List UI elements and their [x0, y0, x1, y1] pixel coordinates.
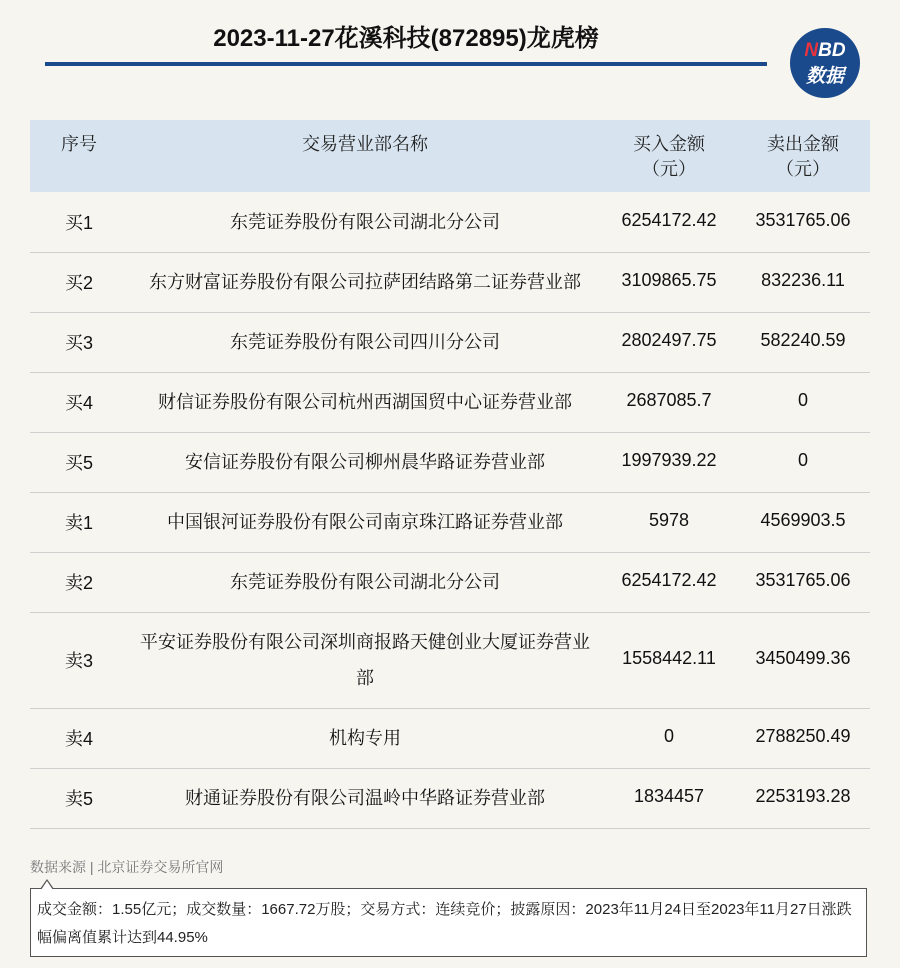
- row-buy-amount: 3109865.75: [602, 252, 736, 312]
- row-buy-amount: 1834457: [602, 768, 736, 828]
- logo-letter-n: N: [804, 40, 819, 61]
- row-seq: 买2: [30, 252, 128, 312]
- table-row: [30, 552, 870, 612]
- row-broker-name: 东莞证券股份有限公司四川分公司: [128, 312, 602, 372]
- col-header-name: 交易营业部名称: [302, 134, 428, 154]
- note-pointer-fill: [41, 881, 53, 890]
- row-buy-amount: 1558442.11: [602, 612, 736, 708]
- table-row: [30, 312, 870, 372]
- row-sell-amount: 582240.59: [736, 312, 870, 372]
- row-seq: 买3: [30, 312, 128, 372]
- row-buy-amount: 0: [602, 708, 736, 768]
- row-sell-amount: 4569903.5: [736, 492, 870, 552]
- title-underline: [45, 62, 767, 66]
- row-buy-amount: 1997939.22: [602, 432, 736, 492]
- row-broker-name: 东莞证券股份有限公司湖北分公司: [128, 552, 602, 612]
- nbd-data-logo: [790, 28, 860, 98]
- logo-line2: 数据: [805, 66, 844, 87]
- row-buy-amount: 6254172.42: [602, 192, 736, 252]
- row-sell-amount: 2253193.28: [736, 768, 870, 828]
- table-row: [30, 252, 870, 312]
- dragon-tiger-table: [30, 120, 870, 829]
- logo-line1: [790, 40, 860, 62]
- table-row: [30, 192, 870, 252]
- row-broker-name: 东方财富证券股份有限公司拉萨团结路第二证券营业部: [128, 252, 602, 312]
- row-broker-name: 东莞证券股份有限公司湖北分公司: [128, 192, 602, 252]
- table-row: [30, 432, 870, 492]
- row-seq: 卖1: [30, 492, 128, 552]
- table-row: [30, 372, 870, 432]
- row-seq: 卖3: [30, 612, 128, 708]
- row-broker-name: 中国银河证券股份有限公司南京珠江路证券营业部: [128, 492, 602, 552]
- row-sell-amount: 3531765.06: [736, 192, 870, 252]
- row-seq: 买5: [30, 432, 128, 492]
- row-seq: 买1: [30, 192, 128, 252]
- col-header-buy-unit: （元）: [642, 159, 696, 179]
- table-row: [30, 708, 870, 768]
- page-title: 2023-11-27花溪科技(872895)龙虎榜: [213, 25, 599, 52]
- row-buy-amount: 6254172.42: [602, 552, 736, 612]
- row-broker-name: 财信证券股份有限公司杭州西湖国贸中心证券营业部: [128, 372, 602, 432]
- col-header-buy-label: 买入金额: [633, 134, 705, 154]
- row-buy-amount: 5978: [602, 492, 736, 552]
- row-broker-name: 平安证券股份有限公司深圳商报路天健创业大厦证券营业部: [128, 612, 602, 708]
- col-header-sell-label: 卖出金额: [767, 134, 839, 154]
- row-broker-name: 机构专用: [128, 708, 602, 768]
- row-broker-name: 安信证券股份有限公司柳州晨华路证券营业部: [128, 432, 602, 492]
- row-sell-amount: 3450499.36: [736, 612, 870, 708]
- row-seq: 卖5: [30, 768, 128, 828]
- row-seq: 卖4: [30, 708, 128, 768]
- col-header-seq: 序号: [61, 134, 97, 154]
- row-broker-name: 财通证券股份有限公司温岭中华路证券营业部: [128, 768, 602, 828]
- row-seq: 卖2: [30, 552, 128, 612]
- col-header-buy: [602, 120, 736, 192]
- row-sell-amount: 3531765.06: [736, 552, 870, 612]
- col-header-sell: [736, 120, 870, 192]
- row-buy-amount: 2687085.7: [602, 372, 736, 432]
- table-row: [30, 612, 870, 708]
- table-row: [30, 492, 870, 552]
- row-sell-amount: 2788250.49: [736, 708, 870, 768]
- row-seq: 买4: [30, 372, 128, 432]
- table-header-row: [30, 120, 870, 192]
- row-buy-amount: 2802497.75: [602, 312, 736, 372]
- row-sell-amount: 832236.11: [736, 252, 870, 312]
- row-sell-amount: 0: [736, 372, 870, 432]
- row-sell-amount: 0: [736, 432, 870, 492]
- data-source: 数据来源 | 北京证券交易所官网: [30, 859, 224, 875]
- table-row: [30, 768, 870, 828]
- col-header-sell-unit: （元）: [776, 159, 830, 179]
- trade-summary-note: 成交金额：1.55亿元；成交数量：1667.72万股；交易方式：连续竞价；披露原因：2023年11月24日至2023年11月27日涨跌幅偏离值累计达到44.95%: [30, 888, 867, 957]
- logo-letters-bd: BD: [818, 40, 846, 61]
